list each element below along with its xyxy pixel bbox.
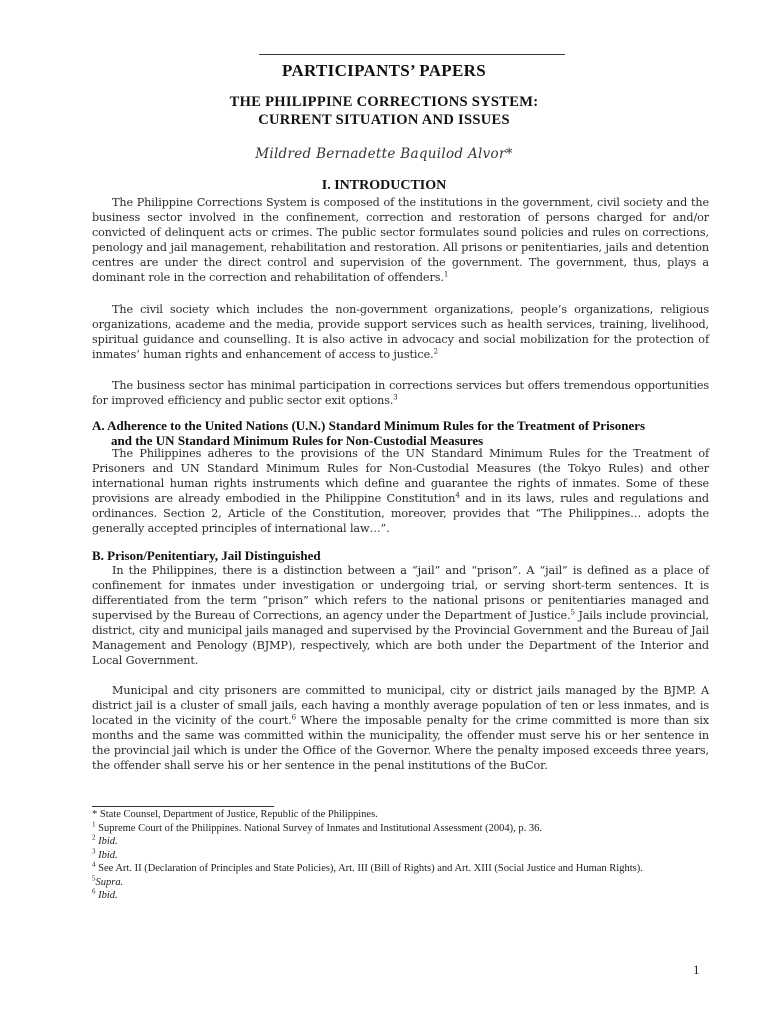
introduction-heading: I. INTRODUCTION	[321, 178, 447, 193]
intro-paragraph-1	[92, 195, 709, 285]
section-b-paragraph-2	[92, 683, 709, 773]
paragraph-text: Where the imposable penalty for the crime committed is more than six months and the same was committed within the municipality, the offender must serve his or her sentence in the provincial jail which is under the Office of the Governor. Where the penalty imposed exceeds three years, the offender shall serve his or her sentence in the penal institutions of the BuCor.	[92, 714, 710, 772]
section-a-heading	[92, 418, 709, 448]
footnote-text: Supreme Court of the Philippines. National Survey of Inmates and Institutional Assessment (2004), p. 36.	[95, 822, 542, 834]
section-a-heading-line1: A. Adherence to the United Nations (U.N.) Standard Minimum Rules for the Treatment of Prisoners	[92, 418, 646, 433]
footnotes	[92, 808, 709, 903]
footnote-text: Supra.	[95, 876, 124, 888]
section-b-heading: B. Prison/Penitentiary, Jail Distinguished	[92, 548, 321, 563]
footnote-text: Ibid.	[98, 849, 118, 861]
paragraph-text: The Philippines adheres to the provisions of the UN Standard Minimum Rules for the Treatment of Prisoners and UN Standard Minimum Rules for Non-Custodial Measures (the Tokyo Rules) and other international human rights instruments which define and guarantee the rights of inmates. Some of these provisions are already embodied in the Philippine Constitution	[92, 447, 709, 505]
intro-paragraph-3	[92, 378, 709, 408]
footnote-ref: 6	[291, 713, 296, 722]
paragraph-text: Jails include provincial, district, city and municipal jails managed and supervised by the Provincial Government and the Bureau of Jail Management and Penology (BJMP), respectively, which are both under the Department of the Interior and Local Government.	[92, 609, 710, 667]
paragraph-text: The Philippine Corrections System is composed of the institutions in the government, civil society and the business sector involved in the confinement, correction and restoration of persons charged for and/or convicted of delinquent acts or crimes. The public sector formulates sound policies and rules on corrections, penology and jail management, rehabilitation and restoration. All prisons or penitentiaries, jails and detention centres are under the direct control and supervision of the government. The government, thus, plays a dominant role in the correction and rehabilitation of offenders.	[92, 196, 709, 284]
footnote-mark: 1	[92, 820, 96, 828]
section-title: PARTICIPANTS’ PAPERS	[282, 61, 486, 80]
paragraph-text: The business sector has minimal participation in corrections services but offers tremendous opportunities for improved efficiency and public sector exit options.	[92, 379, 709, 407]
footnote-mark: 6	[92, 887, 96, 896]
section-a-paragraph-1	[92, 446, 709, 536]
footnote-star: * State Counsel, Department of Justice, Republic of the Philippines.	[92, 809, 378, 820]
footnote-mark: 5	[92, 874, 96, 882]
footnote-4	[92, 862, 709, 876]
paragraph-text: In the Philippines, there is a distinction between a “jail” and “prison”. A “jail” is defined as a place of confinement for inmates under investigation or undergoing trial, or serving short-term sentences. It is differentiated from the term “prison” which refers to the national prisons or penitentiaries managed and supervised by the Bureau of Corrections, an agency under the Department of Justice.	[92, 564, 709, 622]
footnote-ref: 5	[570, 608, 575, 617]
footnote-2	[92, 835, 709, 849]
intro-paragraph-2	[92, 302, 709, 362]
footnote-mark: 4	[92, 860, 96, 869]
page-number: 1	[693, 962, 700, 977]
paragraph-text: and in its laws, rules and regulations and ordinances. Section 2, Article of the Constitution, moreover, provides that “The Philippines… adopts the generally accepted principles of international law…”.	[92, 492, 709, 535]
footnote-1	[92, 822, 709, 836]
paper-title-line2: CURRENT SITUATION AND ISSUES	[258, 112, 510, 128]
section-b-paragraph-1	[92, 563, 709, 668]
footnote-3	[92, 849, 709, 863]
footnote-ref: 2	[433, 347, 438, 356]
footnote-5	[92, 876, 709, 890]
paragraph-text: The civil society which includes the non-government organizations, people’s organizations, religious organizations, academe and the media, provide support services such as health services, training, livelihood, spiritual guidance and counselling. It is also active in advocacy and social mobilization for the protection of inmates’ human rights and enhancement of access to justice.	[92, 303, 709, 361]
footnote-ref: 3	[393, 393, 398, 402]
paragraph-text: Municipal and city prisoners are committed to municipal, city or district jails managed by the BJMP. A district jail is a cluster of small jails, each having a monthly average population of ten or less inmates, and is located in the vicinity of the court.	[92, 684, 709, 727]
paper-title	[0, 93, 768, 129]
title-rule	[259, 54, 565, 55]
footnote-text: See Art. II (Declaration of Principles and State Policies), Art. III (Bill of Rights) and Art. XIII (Social Justice and Human Rights).	[95, 863, 643, 874]
footnote-ref: 4	[455, 491, 460, 500]
author: Mildred Bernadette Baquilod Alvor*	[255, 146, 513, 162]
footnote-text: Ibid.	[98, 890, 118, 901]
footnote-rule	[92, 806, 274, 807]
footnote-mark: 2	[92, 833, 96, 842]
footnote-6	[92, 889, 709, 903]
paper-title-line1: THE PHILIPPINE CORRECTIONS SYSTEM:	[229, 94, 539, 110]
footnote-mark: 3	[92, 847, 96, 855]
section-a-heading-line2: and the UN Standard Minimum Rules for Non-Custodial Measures	[111, 433, 484, 448]
footnote-ref: 1	[443, 270, 449, 279]
footnote-text: Ibid.	[98, 836, 118, 847]
